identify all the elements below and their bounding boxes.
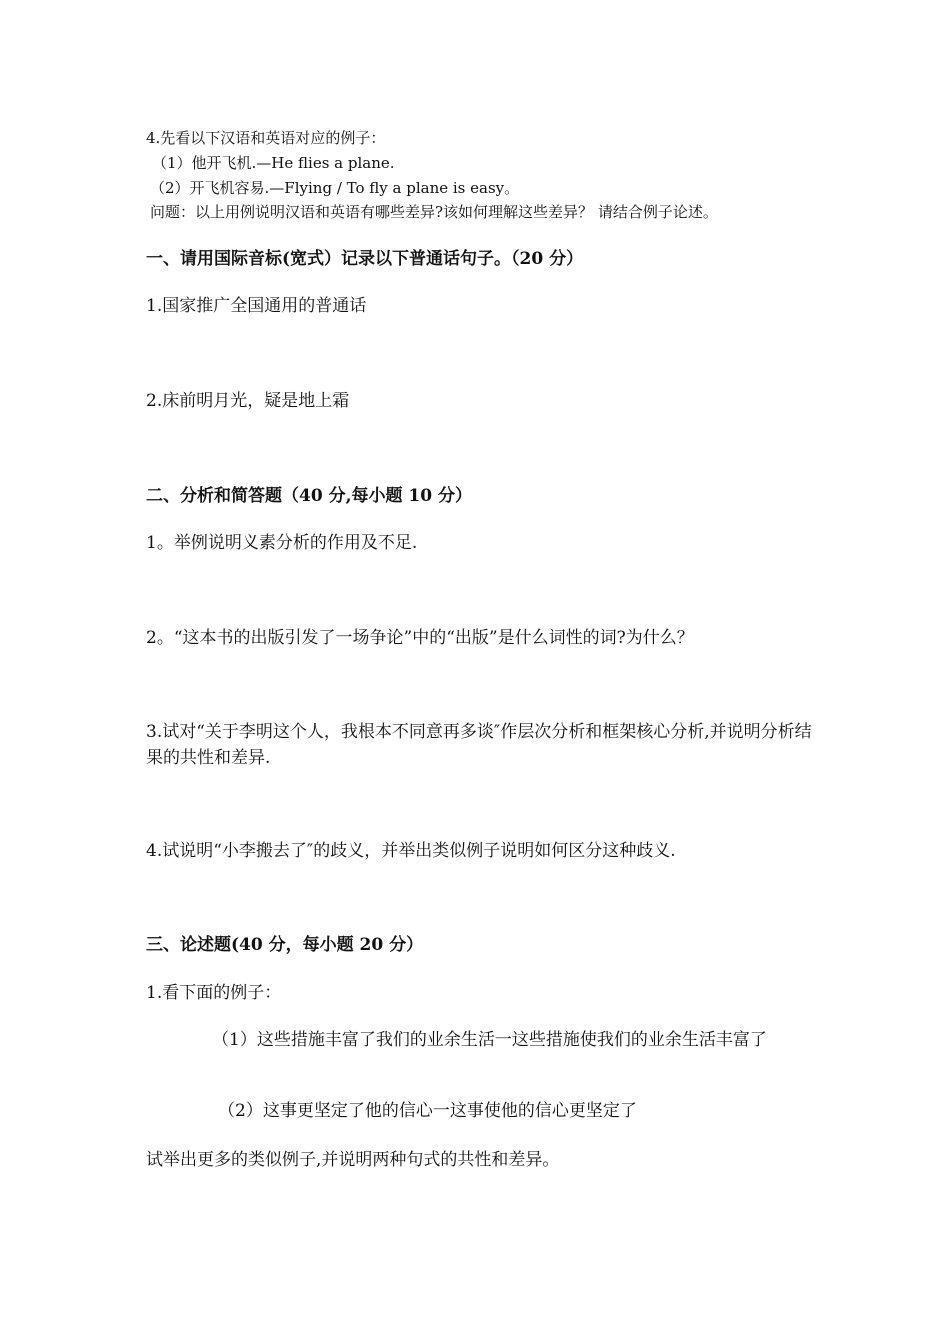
section2-item-2: 2。“这本书的出版引发了一场争论”中的“出版”是什么词性的词?为什么？ xyxy=(146,628,694,648)
section1-heading: 一、请用国际音标(宽式）记录以下普通话句子。（20 分） xyxy=(146,249,584,269)
section3-task: 试举出更多的类似例子,并说明两种句式的共性和差异。 xyxy=(146,1150,560,1170)
q4-question: 问题：以上用例说明汉语和英语有哪些差异?该如何理解这些差异？ 请结合例子论述。 xyxy=(150,203,718,221)
section2-item-3: 3.试对“关于李明这个人，我根本不同意再多谈″作层次分析和框架核心分析,并说明分析结果的共性和差异. xyxy=(146,722,812,768)
section2-heading: 二、分析和简答题（40 分,每小题 10 分） xyxy=(146,486,472,506)
section3-example-2: （2）这事更坚定了他的信心一这事使他的信心更坚定了 xyxy=(218,1101,637,1121)
q4-example-1: （1）他开飞机.—He flies a plane. xyxy=(152,154,395,172)
q4-title: 4.先看以下汉语和英语对应的例子： xyxy=(146,129,386,147)
q4-example-2: （2）开飞机容易.—Flying / To fly a plane is easy。 xyxy=(150,179,520,197)
section3-item-1: 1.看下面的例子： xyxy=(146,983,282,1003)
section3-example-1: （1）这些措施丰富了我们的业余生活一这些措施使我们的业余生活丰富了 xyxy=(212,1030,767,1050)
section1-item-1: 1.国家推广全国通用的普通话 xyxy=(146,296,367,316)
section2-item-4: 4.试说明“小李搬去了″的歧义，并举出类似例子说明如何区分这种歧义. xyxy=(146,841,676,861)
section3-heading: 三、论述题(40 分，每小题 20 分） xyxy=(146,935,424,955)
section2-item-1: 1。举例说明义素分析的作用及不足. xyxy=(146,533,418,553)
section1-item-2: 2.床前明月光，疑是地上霜 xyxy=(146,391,350,411)
